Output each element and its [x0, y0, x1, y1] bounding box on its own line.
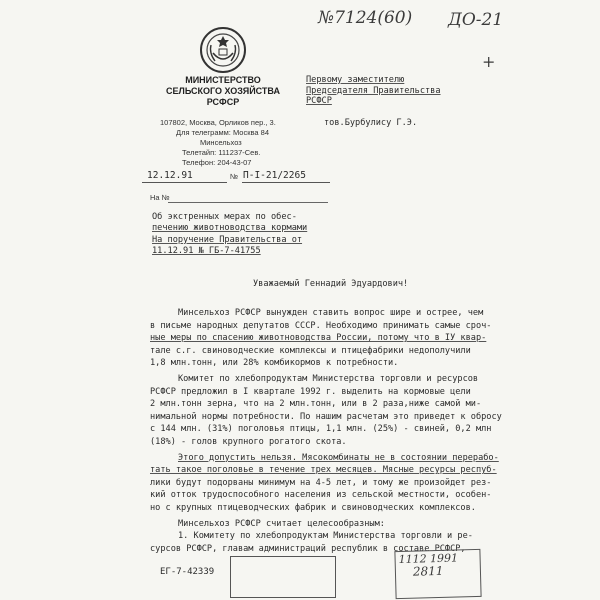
address-line: Минсельхоз — [200, 138, 242, 147]
recipient-name: тов.Бурбулису Г.Э. — [324, 118, 418, 128]
number-prefix: № — [230, 172, 239, 181]
ministry-address — [160, 118, 276, 168]
footer-code: ЕГ-7-42339 — [160, 567, 215, 577]
date-underline — [142, 182, 227, 183]
handwritten-doc-number: №7124(60) — [318, 8, 413, 28]
letter-date: 12.12.91 — [147, 170, 193, 181]
reference-line: 11.12.91 № ГБ-7-41755 — [152, 245, 261, 256]
ministry-name-line2: СЕЛЬСКОГО ХОЗЯЙСТВА — [166, 86, 280, 96]
address-line: Телефон: 204-43-07 — [182, 158, 252, 167]
registration-stamp-left — [230, 556, 336, 598]
body-line: Минсельхоз РСФСР считает целесообразным: — [178, 518, 385, 529]
body-line: нимальной нормы потребности. По нашим расчетам это приведет к обросу — [150, 411, 502, 422]
body-line: кий отток трудоспособного населения из сельской местности, особен- — [150, 490, 492, 501]
recipient-line: Первому заместителю — [306, 75, 405, 85]
body-line: в письме народных депутатов СССР. Необходимо принимать самые сроч- — [150, 320, 492, 331]
handwritten-margin-mark: + — [482, 52, 496, 71]
letter-body — [150, 307, 502, 555]
body-line: (18%) - голов крупного рогатого скота. — [150, 436, 347, 447]
body-line: тать такое поголовье в течение трех месяцев. Мясные ресурсы респуб- — [150, 465, 497, 476]
recipient-line: РСФСР — [306, 96, 332, 106]
reference-number-line — [168, 202, 328, 203]
ministry-name-line3: РСФСР — [206, 97, 240, 107]
body-line: с 144 млн. (31%) поголовья птицы, 1,1 млн. (25%) - свиней, 0,2 млн — [150, 424, 492, 435]
recipient-block — [306, 75, 441, 107]
body-line: 2 млн.тонн зерна, что на 2 млн.тонн, или в 2 раза,ниже самой ми- — [150, 399, 482, 410]
ministry-name — [160, 75, 286, 108]
handwritten-doc-code: ДО-21 — [448, 10, 504, 30]
reference-line: На поручение Правительства от — [152, 235, 303, 245]
stamp-handwritten-number: 2811 — [412, 563, 444, 579]
body-line: 1,8 млн.тонн, или 28% комбикормов к потребности. — [150, 358, 399, 369]
body-line: но с крупных птицеводческих фабрик и свиноводческих комплексов. — [150, 502, 476, 513]
address-line: 107802, Москва, Орликов пер., 3. — [160, 118, 276, 127]
body-line: тале с.г. свиноводческие комплексы и птицефабрики недополучили — [150, 345, 471, 356]
body-line: ные меры по спасению животноводства России, потому что в IУ квар- — [150, 333, 487, 344]
body-line: РСФСР предложил в I квартале 1992 г. выделить на кормовые цели — [150, 386, 471, 397]
body-line: Комитет по хлебопродуктам Министерства торговли и ресурсов — [178, 373, 479, 384]
subject-block — [152, 212, 307, 256]
coat-of-arms-emblem-icon — [197, 23, 249, 75]
body-line: сурсов РСФСР, главам администраций республик в составе РСФСР, — [150, 543, 466, 554]
body-line: Минсельхоз РСФСР вынужден ставить вопрос шире и острее, чем — [178, 308, 484, 318]
address-line: Для телеграмм: Москва 84 — [176, 128, 270, 137]
address-line: Телетайп: 111237-Сев. — [182, 148, 261, 157]
body-line: Этого допустить нельзя. Мясокомбинаты не в состоянии перерабо- — [178, 452, 499, 463]
registration-stamp-right — [394, 549, 481, 599]
subject-line: Об экстренных мерах по обес- — [152, 212, 297, 222]
ministry-name-line1: МИНИСТЕРСТВО — [185, 75, 261, 85]
body-line: лики будут подорваны минимум на 4-5 лет, и тому же произойдет рез- — [150, 477, 492, 488]
reference-number-label: На № — [150, 193, 170, 202]
salutation: Уважаемый Геннадий Эдуардович! — [253, 279, 409, 289]
subject-line: печению животноводства кормами — [152, 222, 308, 233]
body-line: 1. Комитету по хлебопродуктам Министерства торговли и ре- — [178, 531, 473, 542]
letter-number: П-I-21/2265 — [243, 170, 306, 181]
recipient-line: Председателя Правительства — [306, 85, 441, 96]
number-underline — [242, 182, 330, 183]
stamp-handwritten-date: 1112 1991 — [398, 551, 459, 567]
